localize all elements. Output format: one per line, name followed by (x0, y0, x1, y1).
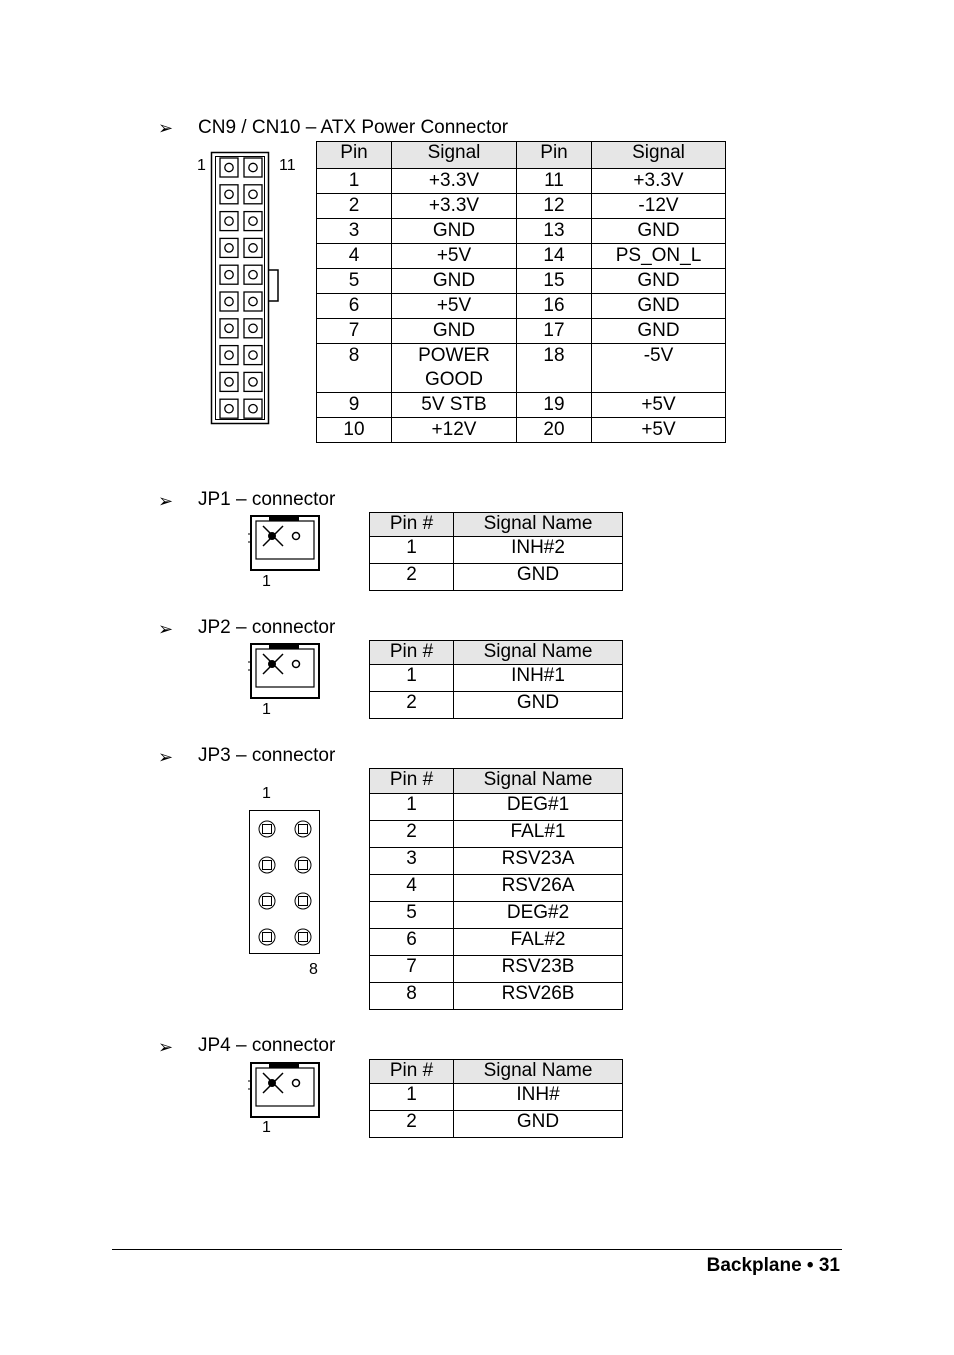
table-cell: 9 (317, 393, 392, 418)
bullet-arrow-icon: ➢ (158, 491, 174, 511)
atx-pin-hole (225, 324, 233, 332)
atx-pin (220, 238, 238, 257)
table-row (370, 848, 623, 875)
atx-pin (244, 212, 262, 231)
cn9-pin-table (316, 141, 726, 443)
jp3-pin-square (263, 861, 272, 870)
jp3-pin (259, 821, 275, 837)
table-row (317, 393, 726, 418)
footer-divider (112, 1249, 842, 1250)
table-cell: 7 (317, 319, 392, 344)
section-title-jp1: JP1 – connector (198, 489, 336, 510)
jp3-pin (295, 821, 311, 837)
header-cell: Signal Name (454, 769, 623, 794)
atx-pin (244, 185, 262, 204)
jp3-pin-square (299, 825, 308, 834)
header-cell: Signal Name (454, 513, 623, 537)
atx-pin-hole (225, 405, 233, 413)
table-cell: 12 (517, 194, 592, 219)
atx-pin-hole (249, 378, 257, 386)
atx-pin-hole (249, 351, 257, 359)
table-cell: +5V (392, 294, 517, 319)
atx-pin (220, 185, 238, 204)
jp3-pin (259, 857, 275, 873)
table-row (317, 319, 726, 344)
table-cell: GND (454, 1111, 623, 1138)
table-cell: INH#2 (454, 537, 623, 564)
header-cell: Pin # (370, 769, 454, 794)
jp4-connector-diagram (245, 1059, 325, 1125)
table-cell: 2 (370, 1111, 454, 1138)
table-cell: 2 (370, 692, 454, 719)
jp4-pin-table (369, 1059, 623, 1138)
jp3-pin (295, 893, 311, 909)
table-cell: DEG#2 (454, 902, 623, 929)
table-cell: 2 (370, 821, 454, 848)
table-cell: RSV23B (454, 956, 623, 983)
jp3-pin-square (263, 897, 272, 906)
atx-pin (244, 238, 262, 257)
table-cell: FAL#2 (454, 929, 623, 956)
table-cell: 8 (317, 344, 392, 393)
jp3-pin-square (263, 825, 272, 834)
atx-pin (220, 265, 238, 284)
section-title-cn9: CN9 / CN10 – ATX Power Connector (198, 117, 509, 138)
section-title-jp4: JP4 – connector (198, 1035, 336, 1056)
table-cell: +5V (392, 244, 517, 269)
table-cell: INH# (454, 1084, 623, 1111)
table-cell: 11 (517, 169, 592, 194)
atx-pin (244, 158, 262, 177)
table-cell: -5V (592, 344, 726, 393)
header-cell: Signal (392, 142, 517, 169)
table-cell: GND (592, 319, 726, 344)
atx-pin (220, 158, 238, 177)
section-title-jp3: JP3 – connector (198, 745, 336, 766)
table-header-row (317, 142, 726, 169)
jp3-pin-square (299, 897, 308, 906)
table-cell: 8 (370, 983, 454, 1010)
header-cell: Signal Name (454, 1060, 623, 1084)
jp3-pin-square (299, 933, 308, 942)
atx-pin (244, 372, 262, 391)
atx-pin (220, 212, 238, 231)
table-cell: 5 (317, 269, 392, 294)
jp2-connector-diagram (245, 640, 325, 706)
table-cell: 10 (317, 418, 392, 443)
atx-pin-hole (249, 244, 257, 252)
atx-pin (220, 399, 238, 418)
atx-pin-hole (249, 271, 257, 279)
atx-pin (244, 265, 262, 284)
table-cell: 1 (370, 665, 454, 692)
bullet-arrow-icon: ➢ (158, 118, 174, 138)
table-cell: 14 (517, 244, 592, 269)
jp3-pin (295, 857, 311, 873)
table-cell: 2 (370, 564, 454, 591)
table-row (317, 194, 726, 219)
table-row (370, 983, 623, 1010)
table-cell: 6 (317, 294, 392, 319)
atx-pin-hole (249, 324, 257, 332)
table-row (370, 665, 623, 692)
table-cell: GND (454, 692, 623, 719)
header-cell: Signal Name (454, 641, 623, 665)
section-title-jp2: JP2 – connector (198, 617, 336, 638)
table-cell: 1 (370, 794, 454, 821)
table-row (370, 821, 623, 848)
atx-pin-hole (225, 217, 233, 225)
atx-pin-hole (249, 217, 257, 225)
table-cell: 1 (370, 537, 454, 564)
table-cell: DEG#1 (454, 794, 623, 821)
table-cell: 4 (317, 244, 392, 269)
jp4-pin-label: 1 (262, 1119, 271, 1136)
atx-pin-hole (225, 190, 233, 198)
table-cell: GND (592, 294, 726, 319)
table-cell: GND (392, 219, 517, 244)
header-cell: Pin # (370, 513, 454, 537)
table-cell: +3.3V (592, 169, 726, 194)
table-row (317, 418, 726, 443)
jp3-pin-label-top: 1 (262, 785, 271, 802)
atx-pin (220, 346, 238, 365)
table-cell: 13 (517, 219, 592, 244)
atx-pin (244, 346, 262, 365)
table-cell: GND (592, 219, 726, 244)
bullet-arrow-icon: ➢ (158, 1037, 174, 1057)
table-cell: POWER GOOD (392, 344, 517, 393)
jp1-pin-table (369, 512, 623, 591)
table-cell: +12V (392, 418, 517, 443)
table-cell: FAL#1 (454, 821, 623, 848)
atx-pin-hole (249, 297, 257, 305)
table-row (370, 902, 623, 929)
jp2-pin-label: 1 (262, 701, 271, 718)
table-cell: RSV23A (454, 848, 623, 875)
atx-pin-hole (225, 271, 233, 279)
table-row (317, 244, 726, 269)
table-cell: GND (392, 269, 517, 294)
table-cell: +5V (592, 418, 726, 443)
table-row (370, 794, 623, 821)
atx-pin-hole (225, 297, 233, 305)
table-row (370, 537, 623, 564)
table-row (370, 956, 623, 983)
cn9-pin-label-left: 1 (197, 157, 206, 174)
table-row (370, 1111, 623, 1138)
atx-pin (244, 319, 262, 338)
table-cell: GND (454, 564, 623, 591)
table-cell: PS_ON_L (592, 244, 726, 269)
table-cell: GND (592, 269, 726, 294)
page-footer: Backplane • 31 (706, 1255, 840, 1276)
atx-pin (244, 292, 262, 311)
header-cell: Signal (592, 142, 726, 169)
table-cell: 5 (370, 902, 454, 929)
atx-pin-hole (249, 405, 257, 413)
table-row (370, 564, 623, 591)
atx-pin-hole (225, 163, 233, 171)
table-row (370, 1084, 623, 1111)
table-row (370, 875, 623, 902)
table-cell: 3 (317, 219, 392, 244)
table-cell: 6 (370, 929, 454, 956)
jp2-pin-table (369, 640, 623, 719)
table-row (317, 294, 726, 319)
header-cell: Pin (317, 142, 392, 169)
table-row (317, 344, 726, 393)
table-row (317, 269, 726, 294)
jp1-pin-label: 1 (262, 573, 271, 590)
table-row (370, 929, 623, 956)
jp3-pin-label-bottom: 8 (309, 961, 318, 978)
table-cell: INH#1 (454, 665, 623, 692)
table-cell: 15 (517, 269, 592, 294)
header-cell: Pin # (370, 641, 454, 665)
header-cell: Pin # (370, 1060, 454, 1084)
jp3-connector-diagram (248, 809, 322, 956)
atx-pin-hole (225, 244, 233, 252)
table-cell: 7 (370, 956, 454, 983)
jp3-pin-table (369, 768, 623, 1010)
table-cell: +3.3V (392, 169, 517, 194)
atx-pin-hole (249, 163, 257, 171)
table-cell: 1 (370, 1084, 454, 1111)
table-row (370, 692, 623, 719)
table-cell: 5V STB (392, 393, 517, 418)
atx-pin-hole (249, 190, 257, 198)
atx-pin (220, 372, 238, 391)
jp3-pin-square (263, 933, 272, 942)
table-row (317, 169, 726, 194)
table-cell: 18 (517, 344, 592, 393)
cn9-pin-label-right: 11 (279, 157, 296, 174)
atx-pin (220, 319, 238, 338)
jp3-pin (295, 929, 311, 945)
atx-pin (220, 292, 238, 311)
table-cell: RSV26A (454, 875, 623, 902)
jp3-pin (259, 929, 275, 945)
table-cell: 2 (317, 194, 392, 219)
atx-connector-diagram (208, 149, 284, 427)
table-cell: 19 (517, 393, 592, 418)
table-cell: 4 (370, 875, 454, 902)
jp3-pin (259, 893, 275, 909)
table-cell: 17 (517, 319, 592, 344)
table-row (317, 219, 726, 244)
table-cell: 16 (517, 294, 592, 319)
jp1-connector-diagram (245, 512, 325, 578)
atx-pin (244, 399, 262, 418)
table-cell: 1 (317, 169, 392, 194)
table-cell: +5V (592, 393, 726, 418)
bullet-arrow-icon: ➢ (158, 747, 174, 767)
atx-pin-hole (225, 351, 233, 359)
table-cell: 3 (370, 848, 454, 875)
atx-pin-hole (225, 378, 233, 386)
table-cell: +3.3V (392, 194, 517, 219)
jp3-pin-square (299, 861, 308, 870)
bullet-arrow-icon: ➢ (158, 619, 174, 639)
header-cell: Pin (517, 142, 592, 169)
table-cell: RSV26B (454, 983, 623, 1010)
table-cell: 20 (517, 418, 592, 443)
table-cell: -12V (592, 194, 726, 219)
table-cell: GND (392, 319, 517, 344)
